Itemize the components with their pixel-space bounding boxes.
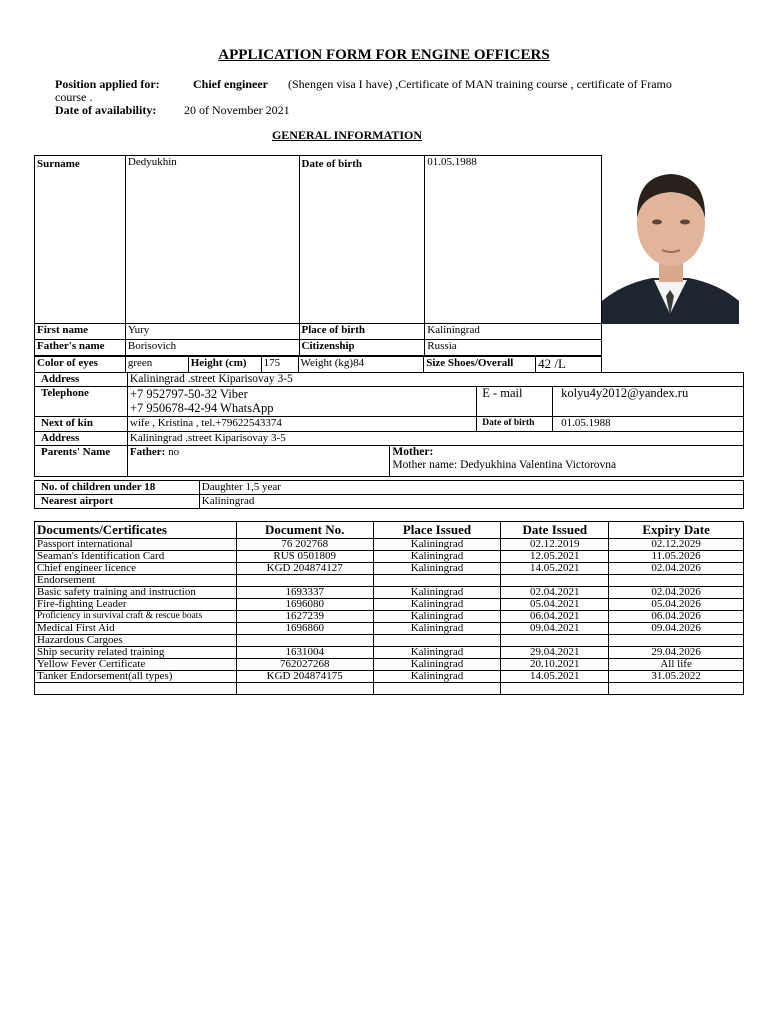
height-label: Height (cm)	[188, 357, 261, 373]
address-label: Address	[35, 373, 128, 387]
position-value: Chief engineer	[193, 77, 268, 91]
surname-value: Dedyukhin	[125, 156, 299, 324]
table-cell	[609, 635, 744, 647]
table-cell: Kaliningrad	[373, 659, 501, 671]
table-row	[35, 635, 744, 647]
table-row	[35, 611, 744, 623]
table-cell: Kaliningrad	[373, 623, 501, 635]
table-cell: 762027268	[236, 659, 373, 671]
citizenship-label: Citizenship	[299, 340, 425, 356]
first-name-value: Yury	[125, 324, 299, 340]
table-cell	[609, 683, 744, 695]
height-value: 175	[261, 357, 298, 373]
table-cell: 20.10.2021	[501, 659, 609, 671]
availability-label: Date of availability:	[55, 103, 157, 117]
phone-viber: +7 952797-50-32 Viber	[129, 387, 248, 401]
table-cell: Endorsement	[35, 575, 237, 587]
kin-dob-value: 01.05.1988	[553, 417, 744, 432]
table-cell	[35, 683, 237, 695]
table-row	[35, 623, 744, 635]
table-cell: 02.04.2021	[501, 587, 609, 599]
position-note: (Shengen visa I have) ,Certificate of MAN training course , certificate of Framo	[288, 77, 672, 91]
table-cell	[373, 683, 501, 695]
table-row	[35, 647, 744, 659]
applicant-photo	[602, 156, 739, 324]
section-title: GENERAL INFORMATION	[271, 128, 423, 142]
table-cell: Proficiency in survival craft & rescue boats	[35, 611, 237, 623]
table-cell	[236, 683, 373, 695]
email-label: E - mail	[477, 387, 553, 417]
table-cell: Yellow Fever Certificate	[35, 659, 237, 671]
eyes-row-table	[34, 356, 602, 373]
family-table	[34, 480, 744, 509]
eyes-label: Color of eyes	[35, 357, 126, 373]
shoes-value: 42 /L	[536, 357, 602, 373]
mother-cell	[390, 446, 744, 477]
position-note-cont: course .	[55, 90, 93, 104]
table-cell: 05.04.2026	[609, 599, 744, 611]
table-cell: 02.04.2026	[609, 587, 744, 599]
table-cell: Tanker Endorsement(all types)	[35, 671, 237, 683]
table-cell: 1696080	[236, 599, 373, 611]
telephone-label: Telephone	[35, 387, 128, 417]
surname-label: Surname	[35, 156, 126, 324]
father-value: no	[168, 446, 180, 458]
pob-label: Place of birth	[299, 324, 425, 340]
citizenship-value: Russia	[425, 340, 602, 356]
table-cell: 1627239	[236, 611, 373, 623]
header-place-issued: Place Issued	[373, 522, 501, 539]
table-cell: Fire-fighting Leader	[35, 599, 237, 611]
table-cell	[373, 575, 501, 587]
father-name-value: Borisovich	[125, 340, 299, 356]
table-cell	[501, 683, 609, 695]
table-cell: Chief engineer licence	[35, 563, 237, 575]
header-documents: Documents/Certificates	[35, 522, 237, 539]
table-cell: 1631004	[236, 647, 373, 659]
dob-label: Date of birth	[299, 156, 425, 324]
header-date-issued: Date Issued	[501, 522, 609, 539]
table-cell: Kaliningrad	[373, 539, 501, 551]
table-cell	[373, 635, 501, 647]
table-cell: Passport international	[35, 539, 237, 551]
table-cell: Kaliningrad	[373, 611, 501, 623]
eyes-value: green	[125, 357, 188, 373]
mother-label: Mother:	[392, 446, 434, 458]
address2-value: Kaliningrad .street Kiparisovay 3-5	[127, 432, 743, 446]
table-cell: 12.05.2021	[501, 551, 609, 563]
table-row	[35, 587, 744, 599]
table-cell: Kaliningrad	[373, 647, 501, 659]
table-cell: KGD 204874127	[236, 563, 373, 575]
table-cell: 02.12.2019	[501, 539, 609, 551]
table-cell: 1696860	[236, 623, 373, 635]
weight-value: Weight (kg)84	[298, 357, 424, 373]
table-row	[35, 563, 744, 575]
table-cell: 31.05.2022	[609, 671, 744, 683]
table-cell: Medical First Aid	[35, 623, 237, 635]
documents-header-row	[35, 522, 744, 539]
table-row	[35, 683, 744, 695]
children-label: No. of children under 18	[35, 481, 200, 495]
table-cell: 09.04.2026	[609, 623, 744, 635]
table-cell: Kaliningrad	[373, 587, 501, 599]
table-cell: RUS 0501809	[236, 551, 373, 563]
father-name-label: Father's name	[35, 340, 126, 356]
position-label: Position applied for:	[55, 77, 160, 91]
documents-table	[34, 521, 744, 695]
father-cell	[127, 446, 390, 477]
table-cell: 02.12.2029	[609, 539, 744, 551]
shoes-label: Size Shoes/Overall	[424, 357, 536, 373]
children-value: Daughter 1,5 year	[199, 481, 743, 495]
table-cell: 06.04.2021	[501, 611, 609, 623]
table-cell: All life	[609, 659, 744, 671]
airport-label: Nearest airport	[35, 495, 200, 509]
table-cell	[236, 635, 373, 647]
table-cell: 11.05.2026	[609, 551, 744, 563]
table-cell: 05.04.2021	[501, 599, 609, 611]
table-cell: KGD 204874175	[236, 671, 373, 683]
table-cell: 02.04.2026	[609, 563, 744, 575]
contact-table	[34, 372, 744, 477]
table-cell: 1693337	[236, 587, 373, 599]
table-cell: Seaman's Identification Card	[35, 551, 237, 563]
table-cell: Kaliningrad	[373, 563, 501, 575]
table-cell: Basic safety training and instruction	[35, 587, 237, 599]
table-cell: Kaliningrad	[373, 671, 501, 683]
father-label: Father:	[129, 446, 166, 458]
table-cell	[501, 635, 609, 647]
parents-label: Parents' Name	[35, 446, 128, 477]
airport-value: Kaliningrad	[199, 495, 743, 509]
table-cell: Hazardous Cargoes	[35, 635, 237, 647]
header-document-no: Document No.	[236, 522, 373, 539]
table-row	[35, 599, 744, 611]
next-of-kin-value: wife , Kristina , tel.+79622543374	[127, 417, 476, 432]
dob-value: 01.05.1988	[425, 156, 602, 324]
table-cell: Kaliningrad	[373, 551, 501, 563]
header-expiry-date: Expiry Date	[609, 522, 744, 539]
table-cell: Ship security related training	[35, 647, 237, 659]
table-cell: 14.05.2021	[501, 671, 609, 683]
telephone-values	[127, 387, 476, 417]
table-row	[35, 575, 744, 587]
mother-value: Mother name: Dedyukhina Valentina Victorovna	[392, 459, 617, 471]
table-cell: 14.05.2021	[501, 563, 609, 575]
form-title: APPLICATION FORM FOR ENGINE OFFICERS	[218, 47, 550, 63]
phone-whatsapp: +7 950678-42-94 WhatsApp	[129, 401, 274, 415]
general-info-table	[34, 155, 602, 356]
availability-value: 20 of November 2021	[184, 103, 290, 117]
email-value: kolyu4y2012@yandex.ru	[553, 387, 744, 417]
table-row	[35, 671, 744, 683]
table-cell: 29.04.2021	[501, 647, 609, 659]
table-row	[35, 539, 744, 551]
address2-label: Address	[35, 432, 128, 446]
first-name-label: First name	[35, 324, 126, 340]
portrait-image	[602, 156, 739, 324]
table-cell	[236, 575, 373, 587]
table-cell: 06.04.2026	[609, 611, 744, 623]
next-of-kin-label: Next of kin	[35, 417, 128, 432]
documents-body	[35, 539, 744, 695]
table-cell: 76 202768	[236, 539, 373, 551]
table-row	[35, 659, 744, 671]
table-cell	[501, 575, 609, 587]
pob-value: Kaliningrad	[425, 324, 602, 340]
table-cell	[609, 575, 744, 587]
kin-dob-label: Date of birth	[477, 417, 553, 432]
address-value: Kaliningrad .street Kiparisovay 3-5	[127, 373, 743, 387]
table-cell: 29.04.2026	[609, 647, 744, 659]
table-cell: Kaliningrad	[373, 599, 501, 611]
table-cell: 09.04.2021	[501, 623, 609, 635]
table-row	[35, 551, 744, 563]
